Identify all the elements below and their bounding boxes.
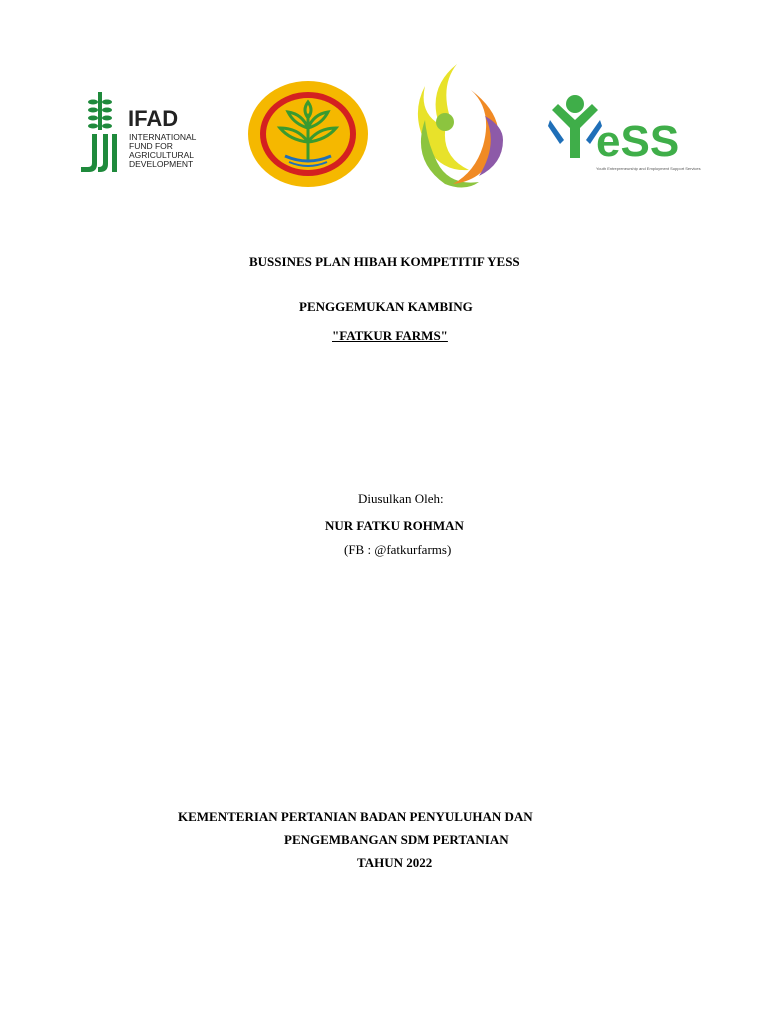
proposer-handle: (FB : @fatkurfarms) (344, 542, 452, 557)
document-title: BUSSINES PLAN HIBAH KOMPETITIF YESS (249, 254, 520, 269)
ifad-line-1: INTERNATIONAL (129, 132, 197, 142)
kementan-emblem (247, 80, 369, 188)
yess-brand: eSS (596, 117, 680, 166)
document-subtitle: PENGGEMUKAN KAMBING (299, 299, 473, 314)
proposer-name: NUR FATKU ROHMAN (325, 518, 464, 533)
farm-name: "FATKUR FARMS" (332, 328, 448, 343)
ifad-line-3: AGRICULTURAL (129, 150, 195, 160)
ifad-line-4: DEVELOPMENT (129, 159, 194, 169)
yess-tagline: Youth Entrepreneurship and Employment Support Services (596, 166, 701, 171)
flame-logo (405, 60, 513, 190)
ministry-line-1: KEMENTERIAN PERTANIAN BADAN PENYULUHAN DAN (178, 809, 533, 824)
year: TAHUN 2022 (357, 855, 433, 870)
ifad-line-2: FUND FOR (129, 141, 173, 151)
ifad-logo (80, 90, 230, 180)
ministry-line-2: PENGEMBANGAN SDM PERTANIAN (284, 832, 509, 847)
ifad-acronym: IFAD (128, 106, 179, 131)
proposed-by-label: Diusulkan Oleh: (358, 491, 444, 506)
yess-logo (548, 90, 703, 175)
